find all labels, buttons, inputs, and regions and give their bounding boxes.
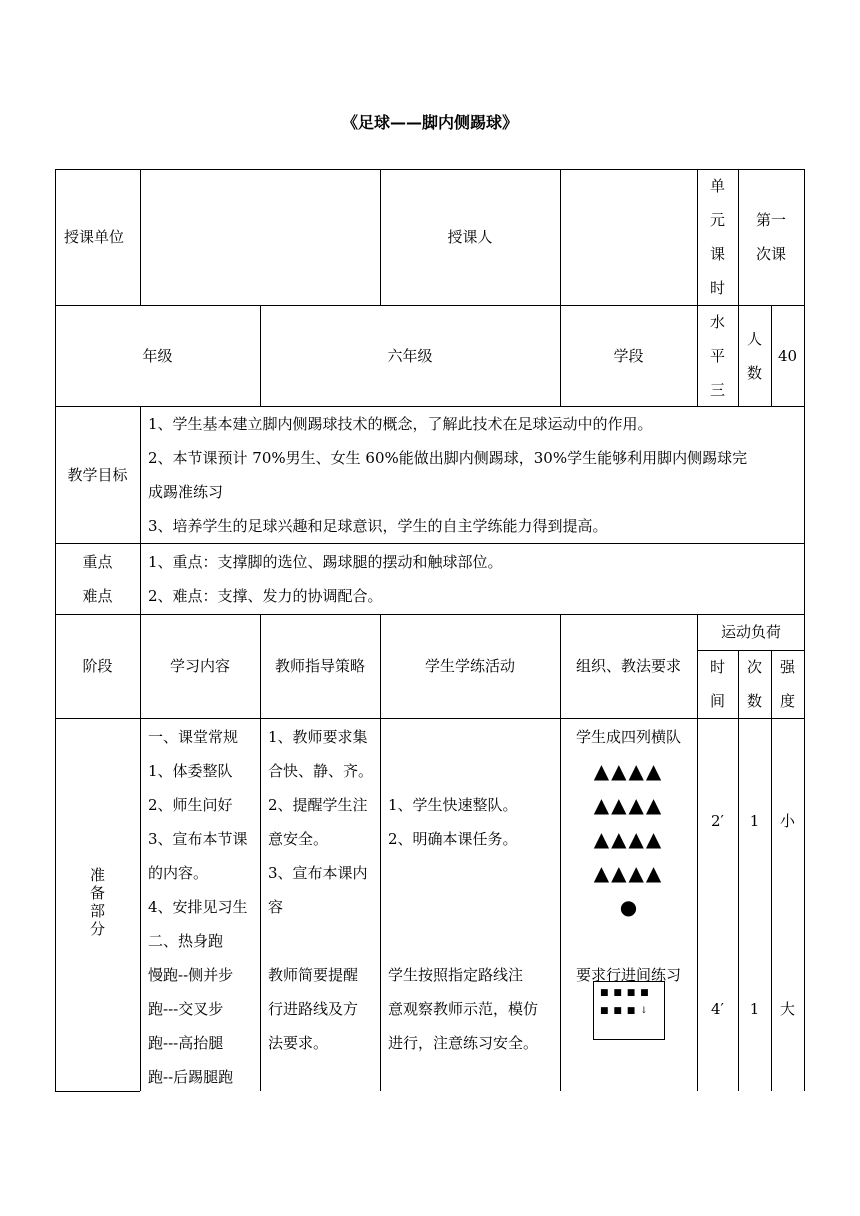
route-row: ■ ■ ■ ■: [600, 988, 650, 998]
col-intensity: 强 度: [779, 658, 795, 710]
formation-row: ▲▲▲▲: [593, 861, 664, 885]
prep-stage-label: 准 备 部 分: [89, 866, 105, 938]
load-time: 2′: [711, 812, 724, 830]
load-count: 1: [749, 1000, 760, 1018]
key-point-line: 1、重点：支撑脚的选位、踢球腿的摆动和触球部位。: [148, 553, 503, 571]
load-intensity: 大: [779, 1000, 795, 1018]
grade-value: 六年级: [387, 347, 433, 365]
stage-value: 水 平 三: [709, 313, 725, 399]
col-organization: 组织、教法要求: [575, 657, 681, 675]
col-load: 运动负荷: [720, 623, 781, 641]
load-count: 1: [749, 812, 760, 830]
prep-student-activity: 学生按照指定路线注 意观察教师示范，模仿 进行，注意练习安全。: [388, 966, 539, 1052]
objective-line: 1、学生基本建立脚内侧踢球技术的概念，了解此技术在足球运动中的作用。: [148, 415, 653, 433]
lesson-label: 单 元 课 时: [709, 177, 725, 297]
count-label: 人 数: [746, 330, 762, 382]
key-point-line: 2、难点：支撑、发力的协调配合。: [148, 587, 383, 605]
prep-student-activity: 1、学生快速整队。 2、明确本课任务。: [388, 796, 518, 848]
key-points-label: 重点 难点: [82, 553, 113, 605]
objectives-label: 教学目标: [67, 466, 128, 484]
teacher-position-mark: ●: [619, 895, 638, 919]
count-value: 40: [777, 347, 798, 365]
objective-line: 3、培养学生的足球兴趣和足球意识，学生的自主学练能力得到提高。: [148, 517, 608, 535]
col-time: 时 间: [709, 658, 725, 710]
prep-content: 一、课堂常规 1、体委整队 2、师生问好 3、宣布本节课 的内容。 4、安排见习生 二、热身跑 慢跑--侧并步 跑---交叉步 跑---高抬腿 跑--后踢腿跑: [148, 728, 248, 1086]
stage-label: 学段: [613, 347, 644, 365]
col-content: 学习内容: [169, 657, 230, 675]
route-row: ■ ■ ■ ↓: [600, 1006, 649, 1016]
objective-line: 成踢准练习: [148, 483, 224, 501]
formation-row: ▲▲▲▲: [593, 827, 664, 851]
col-student: 学生学练活动: [424, 657, 515, 675]
lesson-value: 第一 次课: [755, 211, 786, 263]
formation-row: ▲▲▲▲: [593, 793, 664, 817]
teacher-label: 授课人: [447, 228, 493, 246]
col-count: 次 数: [746, 658, 762, 710]
grade-label: 年级: [142, 347, 173, 365]
unit-label: 授课单位: [64, 228, 125, 246]
route-diagram: [593, 981, 665, 1040]
load-time: 4′: [711, 1000, 724, 1018]
objective-line: 2、本节课预计 70%男生、女生 60%能做出脚内侧踢球，30%学生能够利用脚内侧踢球完: [148, 449, 748, 467]
prep-teacher-strategy: 1、教师要求集 合快、静、齐。 2、提醒学生注 意安全。 3、宣布本课内 容 教师简要提醒 行进路线及方 法要求。: [268, 728, 374, 1052]
formation-row: ▲▲▲▲: [593, 759, 664, 783]
col-stage: 阶段: [82, 657, 113, 675]
col-teacher: 教师指导策略: [274, 657, 365, 675]
practice-title: 要求行进间练习: [575, 966, 681, 984]
formation-title: 学生成四列横队: [575, 728, 681, 746]
page-title: 《足球——脚内侧踢球》: [341, 113, 518, 132]
load-intensity: 小: [779, 812, 795, 830]
